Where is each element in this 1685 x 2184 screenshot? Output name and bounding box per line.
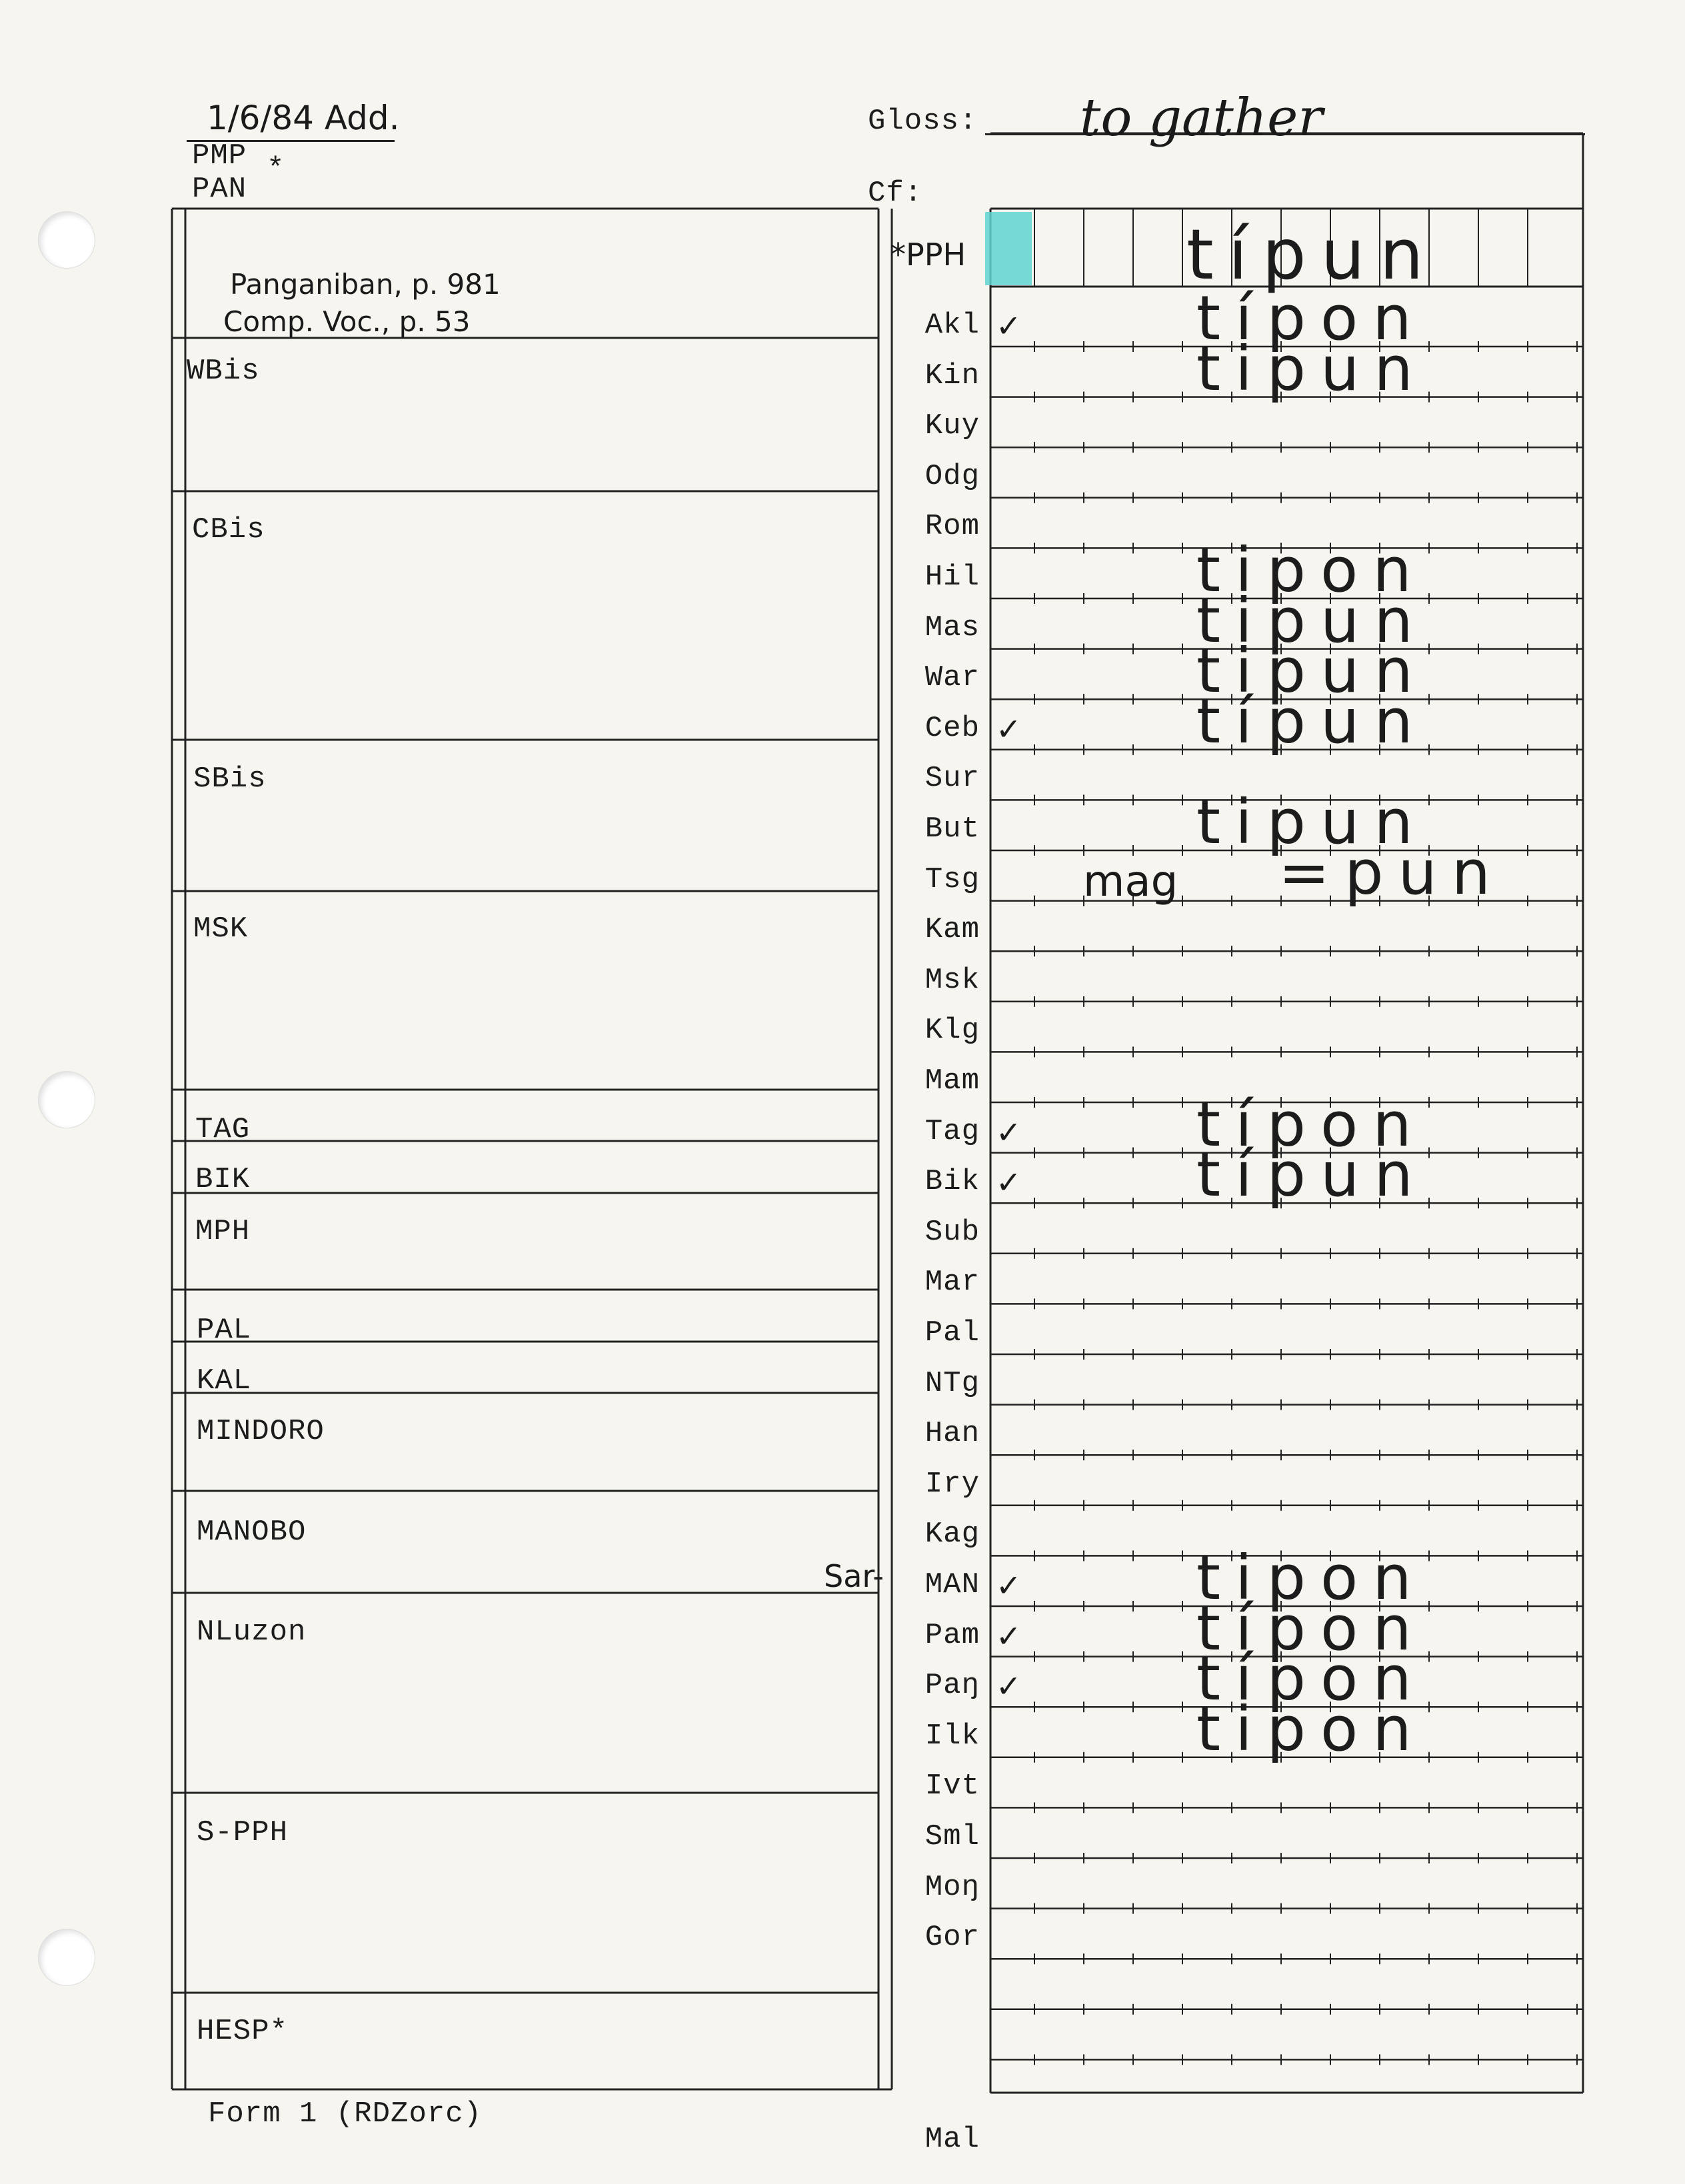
language-code: Msk	[924, 963, 980, 997]
language-code: Kam	[924, 913, 980, 947]
pmp-label: PMP	[192, 139, 247, 173]
language-code: Ceb	[924, 711, 980, 745]
word-form: tipun	[1196, 635, 1428, 707]
group-mph: MPH	[195, 1215, 251, 1248]
word-form: tipon	[1196, 535, 1426, 606]
word-form: típun	[1196, 685, 1428, 757]
language-code: Akl	[924, 309, 980, 342]
pph-label: *PPH	[890, 237, 966, 273]
group-kal: KAL	[197, 1364, 252, 1398]
language-code: But	[924, 812, 980, 846]
language-code: Iry	[924, 1467, 980, 1501]
group-msk: MSK	[193, 912, 249, 946]
cf-label: Cf:	[868, 177, 923, 210]
language-code: Gor	[924, 1921, 980, 1955]
language-code: Ivt	[924, 1769, 980, 1803]
group-sbis: SBis	[193, 762, 267, 796]
pph-form: típun	[1186, 214, 1438, 295]
language-code: Mam	[924, 1064, 980, 1098]
word-form: típon	[1196, 1643, 1426, 1715]
language-code: Bik	[924, 1165, 980, 1199]
language-code: Mas	[924, 610, 980, 644]
word-form: tipun	[1196, 333, 1428, 405]
checkmark: ✓	[996, 308, 1022, 344]
group-s-pph: S-PPH	[197, 1816, 289, 1849]
sar-note: Sar-	[824, 1558, 884, 1594]
word-form: típon	[1196, 1592, 1426, 1664]
checkmark: ✓	[996, 1164, 1022, 1201]
language-code: Mar	[924, 1266, 980, 1300]
group-mindoro: MINDORO	[197, 1415, 325, 1448]
language-code: Sml	[924, 1820, 980, 1853]
checkmark: ✓	[996, 1114, 1022, 1150]
language-code: Tsg	[924, 862, 980, 896]
group-pal: PAL	[197, 1314, 252, 1347]
language-code: MAN	[924, 1568, 980, 1602]
language-code: Sub	[924, 1215, 980, 1249]
checkmark: ✓	[996, 710, 1022, 747]
group-hesp: HESP*	[197, 2015, 289, 2048]
word-form: típon	[1196, 1088, 1426, 1160]
word-form: tipun	[1196, 584, 1428, 656]
language-code: Tag	[924, 1114, 980, 1148]
reference-note-2: Comp. Voc., p. 53	[223, 305, 471, 338]
word-form: tipon	[1196, 1542, 1426, 1614]
group-manobo: MANOBO	[197, 1516, 307, 1549]
word-form: típun	[1196, 1139, 1428, 1211]
checkmark: ✓	[996, 1618, 1022, 1654]
language-code: Paŋ	[924, 1669, 980, 1703]
gloss-label: Gloss:	[868, 105, 978, 138]
language-code: Sur	[924, 762, 980, 796]
language-code: Kag	[924, 1518, 980, 1552]
language-code: Kuy	[924, 409, 980, 443]
group-cbis: CBis	[192, 513, 265, 546]
language-code: War	[924, 661, 980, 695]
gloss-value: to gather	[1080, 88, 1323, 148]
word-form: tipon	[1196, 1693, 1426, 1765]
language-code: Mal	[924, 2122, 980, 2156]
form-footer: Form 1 (RDZorc)	[208, 2097, 483, 2131]
language-code: Kin	[924, 359, 980, 393]
language-code: Ilk	[924, 1719, 980, 1753]
reference-note-1: Panganiban, p. 981	[230, 268, 501, 301]
word-form: típon	[1196, 283, 1426, 354]
checkmark: ✓	[996, 1568, 1022, 1604]
word-form: =pun	[1278, 836, 1506, 908]
language-code: Hil	[924, 560, 980, 594]
group-wbis: WBis	[187, 355, 260, 388]
group-nluzon: NLuzon	[197, 1616, 307, 1649]
language-code: Pam	[924, 1618, 980, 1652]
group-bik: BIK	[195, 1163, 251, 1196]
group-tag: TAG	[195, 1113, 251, 1146]
form-prefix: mag	[1083, 856, 1178, 906]
word-form: tipun	[1196, 786, 1428, 858]
language-code: Pal	[924, 1316, 980, 1350]
star-marker: *	[267, 153, 285, 186]
language-code: Moŋ	[924, 1870, 980, 1904]
language-code: Klg	[924, 1014, 980, 1048]
date-note: 1/6/84 Add.	[207, 99, 400, 137]
pan-label: PAN	[192, 173, 247, 206]
language-code: Odg	[924, 459, 980, 493]
language-code: Rom	[924, 510, 980, 544]
language-code: NTg	[924, 1366, 980, 1400]
checkmark: ✓	[996, 1668, 1022, 1705]
language-code: Han	[924, 1417, 980, 1451]
